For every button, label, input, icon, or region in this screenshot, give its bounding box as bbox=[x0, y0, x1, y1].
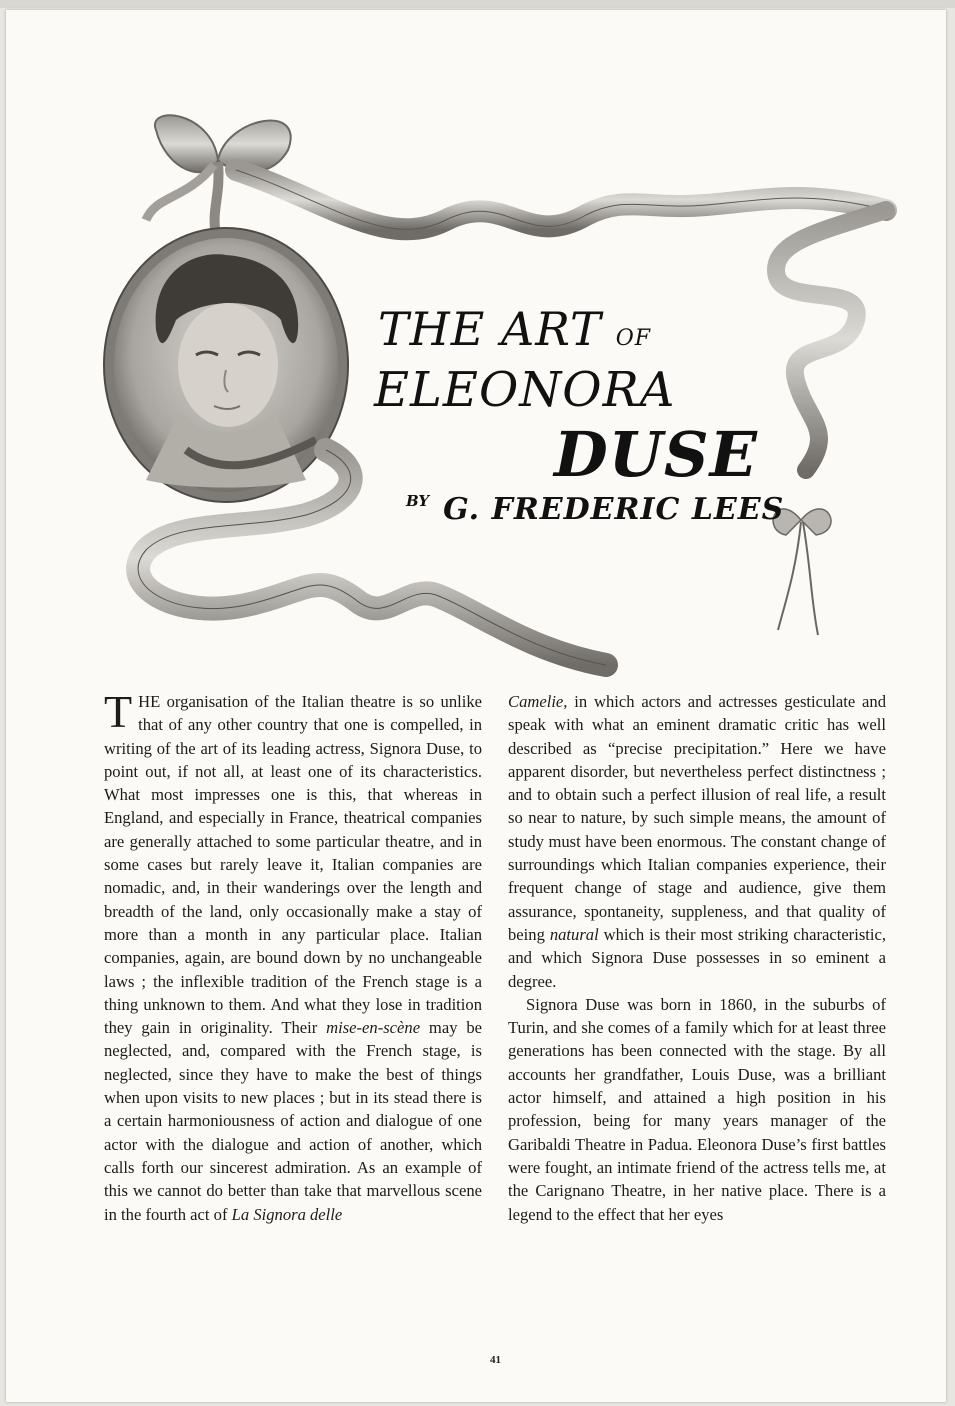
italic-term: natural bbox=[549, 924, 599, 944]
body-text: which is their most striking characteristic, and which Signora Duse possesses in so eminent a degree. bbox=[508, 924, 887, 991]
title-of: OF bbox=[615, 326, 652, 351]
author-name: G. FREDERIC LEES bbox=[443, 492, 785, 527]
body-text: may be neglected, and, compared with the French stage, is neglected, since they have to make the best of things when upon visits to new places ; but in its stead there is a certain harmoniousness of action and dialogue of one actor with the dialogue and action of another, which calls forth our sincerest admiration. As an example of this we cannot do better than take that marvellous scene in the fourth act of bbox=[104, 1018, 482, 1224]
page-top-edge bbox=[0, 0, 955, 8]
paragraph bbox=[104, 686, 482, 1226]
body-text: HE organisation of the Italian theatre is so unlike that of any other country that one is compelled, in writing of the art of its leading actress, Signora Duse, to point out, if not all, at least one of its characteristics. What most impresses one is this, that whereas in England, and especially in France, theatrical companies are generally attached to some particular theatre, and in some cases but rarely leave it, Italian companies are nomadic, and, in their wanderings over the length and breadth of the land, only occasionally make a stay of more than a month in any particular place. Italian companies, again, are bound down by no unchangeable laws ; the inflexible tradition of the French stage is a thing unknown to them. And what they lose in tradition they gain in originality. Their bbox=[104, 692, 482, 1038]
column-right bbox=[508, 690, 886, 1226]
italic-title: Camelie, bbox=[508, 692, 568, 711]
column-left bbox=[104, 686, 482, 1226]
title-the-art: THE ART bbox=[378, 302, 602, 356]
title-line-2: ELEONORA bbox=[374, 362, 676, 418]
byline bbox=[406, 492, 784, 527]
page-number: 41 bbox=[490, 1354, 501, 1366]
bow-right bbox=[773, 509, 831, 635]
title-line-3: DUSE bbox=[554, 418, 758, 491]
paragraph bbox=[508, 690, 886, 993]
title-line-1 bbox=[378, 302, 651, 356]
ribbon-top bbox=[236, 170, 886, 229]
byline-by: BY bbox=[406, 492, 430, 510]
ribbon-right bbox=[776, 210, 886, 470]
magazine-page bbox=[6, 10, 946, 1402]
italic-title: La Signora delle bbox=[231, 1204, 343, 1224]
paragraph: Signora Duse was born in 1860, in the suburbs of Turin, and she comes of a family which for at least three generations has been connected with the stage. By all accounts her grandfather, Louis Duse, was a brilliant actor himself, and attained a high position in his profession, being for many years manager of the Garibaldi Theatre in Padua. Eleonora Duse’s first battles were fought, an intimate friend of the actress tells me, at the Carignano Theatre, in her native place. There is a legend to the effect that her eyes bbox=[508, 994, 886, 1224]
body-text: in which actors and actresses gesticulate and speak with what an eminent dramatic critic has well described as “precise precipitation.” Here we have apparent disorder, but nevertheless perfect distinctness ; and to obtain such a perfect illusion of real life, a result so near to nature, by such simple means, the amount of study must have been enormous. The constant change of surroundings which Italian companies experience, their frequent change of stage and audience, give them assurance, spontaneity, suppleness, and that quality of being bbox=[508, 692, 886, 944]
italic-term: mise-en-scène bbox=[326, 1018, 421, 1038]
drop-cap: T bbox=[104, 686, 133, 737]
